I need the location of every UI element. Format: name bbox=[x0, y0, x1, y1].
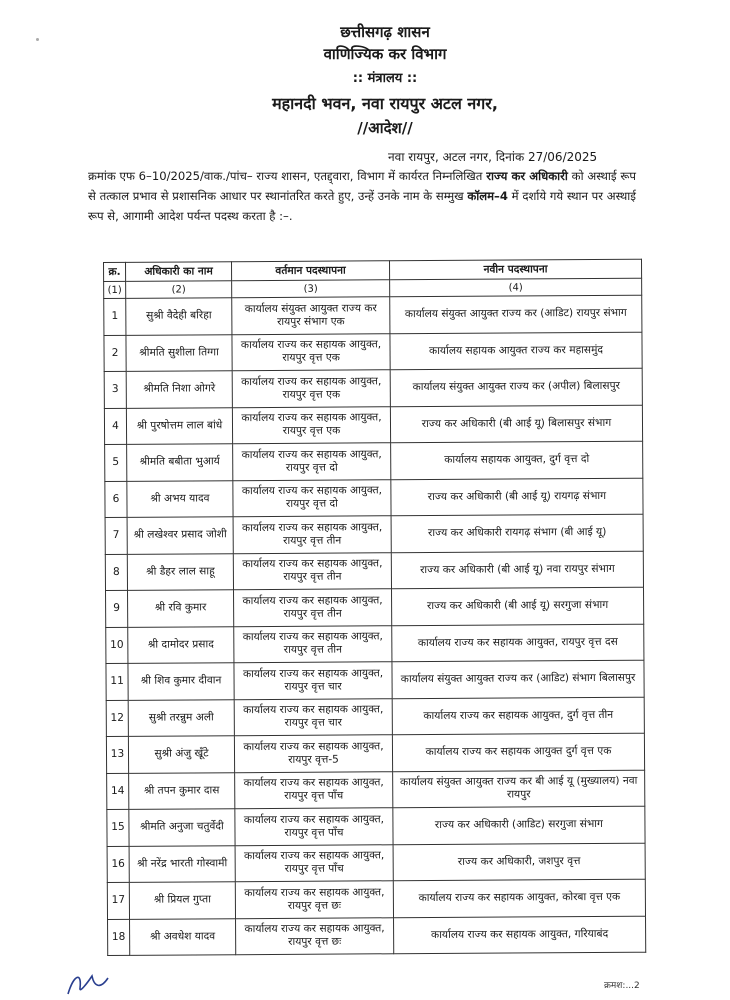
col-number: (4) bbox=[390, 278, 642, 297]
officer-name-cell: श्री दामोदर प्रसाद bbox=[128, 626, 234, 663]
table-row bbox=[104, 332, 642, 372]
current-posting-cell: कार्यालय राज्य कर सहायक आयुक्त, रायपुर वृत्त छः bbox=[235, 881, 393, 918]
current-posting-cell: कार्यालय राज्य कर सहायक आयुक्त, रायपुर वृत्त तीन bbox=[234, 625, 392, 662]
officer-name-cell: श्रीमति सुशीला तिग्गा bbox=[126, 334, 232, 371]
current-posting-cell: कार्यालय राज्य कर सहायक आयुक्त, रायपुर वृत्त तीन bbox=[234, 589, 392, 626]
table-row bbox=[104, 295, 642, 335]
new-posting-cell: कार्यालय सहायक आयुक्त, दुर्ग वृत्त दो bbox=[391, 441, 643, 479]
body-text-1: क्रमांक एफ 6–10/2025/वाक./पांच– राज्य शासन, एतद्द्वारा, विभाग में कार्यरत निम्नलिखित bbox=[88, 169, 487, 183]
new-posting-cell: कार्यालय राज्य कर सहायक आयुक्त, कोरबा वृत्त एक bbox=[393, 879, 645, 917]
serial-cell: 11 bbox=[106, 663, 128, 700]
new-posting-cell: कार्यालय संयुक्त आयुक्त राज्य कर (आडिट) रायपुर संभाग bbox=[390, 295, 642, 333]
table-row bbox=[106, 624, 644, 664]
current-posting-cell: कार्यालय राज्य कर सहायक आयुक्त, रायपुर वृत्त चार bbox=[234, 662, 392, 699]
current-posting-cell: कार्यालय राज्य कर सहायक आयुक्त, रायपुर वृत्त एक bbox=[232, 333, 390, 370]
new-posting-cell: कार्यालय संयुक्त आयुक्त राज्य कर (अपील) बिलासपुर bbox=[390, 368, 642, 406]
serial-cell: 1 bbox=[104, 298, 126, 335]
new-posting-cell: राज्य कर अधिकारी (बी आई यू) बिलासपुर संभाग bbox=[390, 405, 642, 443]
current-posting-cell: कार्यालय राज्य कर सहायक आयुक्त, रायपुर वृत्त छः bbox=[236, 917, 394, 954]
current-posting-cell: कार्यालय राज्य कर सहायक आयुक्त, रायपुर वृत्त-5 bbox=[234, 735, 392, 772]
col-number: (1) bbox=[104, 281, 126, 298]
new-posting-cell: कार्यालय संयुक्त आयुक्त राज्य कर (आडिट) संभाग बिलासपुर bbox=[392, 660, 644, 698]
continued-note: क्रमश:...2 bbox=[604, 981, 640, 991]
department-title: वाणिज्यिक कर विभाग bbox=[323, 45, 447, 63]
new-posting-cell: कार्यालय राज्य कर सहायक आयुक्त, रायपुर वृत्त दस bbox=[392, 624, 644, 662]
order-date: नवा रायपुर, अटल नगर, दिनांक 27/06/2025 bbox=[388, 150, 598, 164]
header-current-posting: वर्तमान पदस्थापना bbox=[232, 261, 390, 281]
current-posting-cell: कार्यालय राज्य कर सहायक आयुक्त, रायपुर वृत्त एक bbox=[232, 370, 390, 407]
table-body bbox=[104, 295, 646, 955]
transfer-table bbox=[103, 259, 646, 956]
current-posting-cell: कार्यालय राज्य कर सहायक आयुक्त, रायपुर वृत्त तीन bbox=[233, 552, 391, 589]
officer-name-cell: श्री शिव कुमार दीवान bbox=[128, 663, 234, 700]
new-posting-cell: कार्यालय संयुक्त आयुक्त राज्य कर बी आई यू (मुख्यालय) नवा रायपुर bbox=[393, 770, 645, 808]
current-posting-cell: कार्यालय राज्य कर सहायक आयुक्त, रायपुर वृत्त पाँच bbox=[235, 808, 393, 845]
office-address: महानदी भवन, नवा रायपुर अटल नगर, bbox=[272, 94, 498, 113]
current-posting-cell: कार्यालय राज्य कर सहायक आयुक्त, रायपुर वृत्त दो bbox=[233, 479, 391, 516]
serial-cell: 9 bbox=[106, 590, 128, 627]
current-posting-cell: कार्यालय राज्य कर सहायक आयुक्त, रायपुर वृत्त दो bbox=[233, 443, 391, 480]
officer-name-cell: श्री तपन कुमार दास bbox=[129, 772, 235, 809]
table-row bbox=[104, 405, 642, 445]
officer-name-cell: श्री अभय यादव bbox=[127, 480, 233, 517]
officer-name-cell: श्री रवि कुमार bbox=[128, 590, 234, 627]
serial-cell: 3 bbox=[104, 371, 126, 408]
serial-cell: 17 bbox=[107, 882, 129, 919]
table-row bbox=[106, 587, 644, 627]
officer-name-cell: श्रीमति बबीता भुआर्य bbox=[127, 444, 233, 481]
body-bold-2: कॉलम–4 bbox=[467, 189, 508, 203]
serial-cell: 14 bbox=[107, 773, 129, 810]
serial-cell: 10 bbox=[106, 627, 128, 664]
office-title: :: मंत्रालय :: bbox=[352, 71, 418, 86]
officer-name-cell: श्रीमति निशा ओगरे bbox=[126, 371, 232, 408]
new-posting-cell: कार्यालय राज्य कर सहायक आयुक्त दुर्ग वृत्त एक bbox=[392, 733, 644, 771]
body-text-3: में दर्शाये गये स्थान पर अस्थाई रूप से, आगामी आदेश पर्यन्त पदस्थ करता है :–. bbox=[88, 189, 636, 223]
current-posting-cell: कार्यालय राज्य कर सहायक आयुक्त, रायपुर वृत्त तीन bbox=[233, 516, 391, 553]
officer-name-cell: सुश्री तरन्नुम अली bbox=[128, 699, 234, 736]
officer-name-cell: श्री लखेश्वर प्रसाद जोशी bbox=[127, 517, 233, 554]
new-posting-cell: राज्य कर अधिकारी (बी आई यू) नवा रायपुर संभाग bbox=[391, 551, 643, 589]
serial-cell: 13 bbox=[106, 736, 128, 773]
current-posting-cell: कार्यालय संयुक्त आयुक्त राज्य कर रायपुर संभाग एक bbox=[232, 297, 390, 334]
table-row bbox=[107, 879, 645, 919]
serial-cell: 18 bbox=[108, 919, 130, 956]
serial-cell: 8 bbox=[105, 554, 127, 591]
government-title: छत्तीसगढ़ शासन bbox=[340, 23, 430, 41]
header-new-posting: नवीन पदस्थापना bbox=[389, 259, 641, 280]
table-row bbox=[106, 733, 644, 773]
table-row bbox=[107, 843, 645, 883]
scan-speck bbox=[36, 38, 39, 41]
serial-cell: 4 bbox=[104, 408, 126, 445]
new-posting-cell: राज्य कर अधिकारी रायगढ़ संभाग (बी आई यू) bbox=[391, 514, 643, 552]
new-posting-cell: राज्य कर अधिकारी (बी आई यू) सरगुजा संभाग bbox=[392, 587, 644, 625]
officer-name-cell: श्री प्रियल गुप्ता bbox=[129, 882, 235, 919]
serial-cell: 2 bbox=[104, 335, 126, 372]
signature-mark bbox=[64, 964, 134, 1000]
table-row bbox=[106, 697, 644, 737]
current-posting-cell: कार्यालय राज्य कर सहायक आयुक्त, रायपुर वृत्त एक bbox=[232, 406, 390, 443]
officer-name-cell: श्री पुरषोत्तम लाल बांधे bbox=[126, 407, 232, 444]
new-posting-cell: कार्यालय राज्य कर सहायक आयुक्त, गरियाबंद bbox=[394, 916, 646, 954]
officer-name-cell: श्री अवधेश यादव bbox=[130, 918, 236, 955]
table-row bbox=[105, 478, 643, 518]
officer-name-cell: सुश्री अंजु खूँटे bbox=[128, 736, 234, 773]
new-posting-cell: कार्यालय राज्य कर सहायक आयुक्त, दुर्ग वृत्त तीन bbox=[392, 697, 644, 735]
table-row bbox=[107, 770, 645, 810]
order-body bbox=[88, 166, 636, 226]
body-text-2: को अस्थाई रूप से तत्काल प्रभाव से प्रशासनिक आधार पर स्थानांतरित करते हुए, उन्हें उनके नाम के सम्मुख bbox=[88, 169, 637, 203]
serial-cell: 16 bbox=[107, 846, 129, 883]
serial-cell: 5 bbox=[105, 444, 127, 481]
table-row bbox=[105, 514, 643, 554]
table-row bbox=[108, 916, 646, 956]
current-posting-cell: कार्यालय राज्य कर सहायक आयुक्त, रायपुर वृत्त चार bbox=[234, 698, 392, 735]
serial-cell: 12 bbox=[106, 700, 128, 737]
current-posting-cell: कार्यालय राज्य कर सहायक आयुक्त, रायपुर वृत्त पाँच bbox=[235, 771, 393, 808]
new-posting-cell: राज्य कर अधिकारी (आडिट) सरगुजा संभाग bbox=[393, 806, 645, 844]
officer-name-cell: श्रीमति अनुजा चतुर्वेदी bbox=[129, 809, 235, 846]
table-row bbox=[106, 660, 644, 700]
officer-name-cell: श्री नरेंद्र भारती गोस्वामी bbox=[129, 845, 235, 882]
table-row bbox=[105, 441, 643, 481]
col-number: (3) bbox=[232, 280, 390, 298]
table-row bbox=[104, 368, 642, 408]
header-serial: क्र. bbox=[104, 262, 126, 281]
officer-name-cell: सुश्री वैदेही बरिहा bbox=[126, 298, 232, 335]
order-heading: //आदेश// bbox=[357, 119, 413, 137]
table-row bbox=[107, 806, 645, 846]
body-bold-1: राज्य कर अधिकारी bbox=[486, 169, 568, 183]
serial-cell: 15 bbox=[107, 809, 129, 846]
table-row bbox=[105, 551, 643, 591]
new-posting-cell: राज्य कर अधिकारी, जशपुर वृत्त bbox=[393, 843, 645, 881]
serial-cell: 7 bbox=[105, 517, 127, 554]
officer-name-cell: श्री डैहर लाल साहू bbox=[127, 553, 233, 590]
new-posting-cell: कार्यालय सहायक आयुक्त राज्य कर महासमुंद bbox=[390, 332, 642, 370]
serial-cell: 6 bbox=[105, 481, 127, 518]
new-posting-cell: राज्य कर अधिकारी (बी आई यू) रायगढ़ संभाग bbox=[391, 478, 643, 516]
col-number: (2) bbox=[126, 281, 232, 299]
header-officer-name: अधिकारी का नाम bbox=[126, 262, 232, 282]
current-posting-cell: कार्यालय राज्य कर सहायक आयुक्त, रायपुर वृत्त पाँच bbox=[235, 844, 393, 881]
